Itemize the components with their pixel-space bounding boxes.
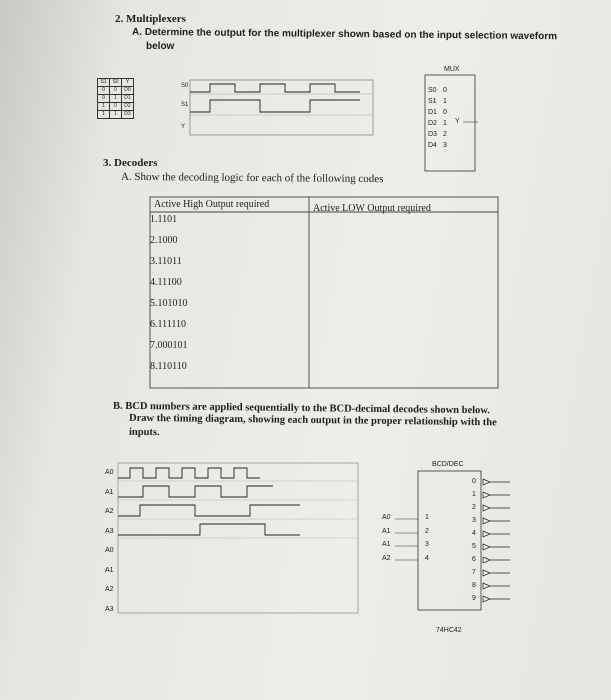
truth-table-header: Y [122,79,134,87]
section-2-heading: 2. Multiplexers [115,13,186,25]
decoder-input-pin: 3 [425,541,429,548]
truth-table-cell: 0 [98,95,110,103]
truth-table-cell: 1 [98,103,110,111]
bcd-question-line: B. BCD numbers are applied sequentially to the BCD-decimal decodes shown below. [112,400,491,417]
truth-table-cell: 0 [110,87,122,95]
bcd-wave-label: A0 [105,469,114,476]
a0-waveform [118,468,260,478]
bcd-wave-label: A3 [105,527,114,535]
mux-pin-label: S0 [428,87,437,94]
decoder-output-number: 8 [472,582,476,589]
code-item: 6.111110 [150,319,187,330]
decoder-output-number: 9 [472,595,476,602]
a3-waveform [118,524,300,535]
decoder-output-triangle [483,492,490,498]
decoder-output-number: 3 [472,517,476,524]
decoder-output-triangle [483,544,490,550]
decoder-output-number: 1 [472,491,476,498]
mux-title: MUX [444,66,460,73]
decoder-output-triangle [483,570,490,576]
bcd-question-line: inputs. [128,426,160,439]
decoder-output-number: 5 [472,543,476,550]
section-3-heading: 3. Decoders [103,157,158,169]
decoder-output-triangle [483,518,490,524]
decoder-input-signal: A2 [382,554,391,562]
decoder-output-number: 7 [472,569,476,576]
mux-pin-value: 3 [443,142,447,149]
decoder-question-a: A. Show the decoding logic for each of the following codes [120,170,384,186]
mux-question-text-cont: below [146,41,175,52]
truth-table-cell: 1 [110,111,122,119]
code-item: 8.110110 [150,361,187,372]
a1-waveform [118,486,273,497]
code-item: 4.11100 [150,277,182,288]
code-item: 2.1000 [150,235,178,246]
s1-waveform [190,100,360,112]
decoder-table-frame [150,197,498,388]
decoder-output-number: 0 [472,478,476,485]
mux-pin-label: D3 [428,131,437,138]
truth-table-cell: 0 [110,103,122,111]
decoder-title: BCD/DEC [432,461,464,468]
code-item: 7.000101 [150,340,188,351]
mux-pin-value: 1 [443,98,447,105]
mux-output-label: Y [455,118,460,125]
truth-table-header: S1 [98,79,110,87]
mux-waveform-frame [190,80,373,135]
truth-table-cell: 0 [98,87,110,95]
a2-waveform [118,505,300,516]
mux-pin-value: 2 [443,131,447,138]
truth-table-cell: 1 [110,95,122,103]
decoder-input-pin: 1 [425,514,429,521]
mux-pin-label: D4 [428,142,437,149]
truth-table-cell: D3 [122,111,134,119]
table-header-active-low: Active LOW Output required [313,203,431,214]
bcd-wave-label: A2 [105,586,114,593]
truth-table-cell: D0 [122,87,134,95]
truth-table-header: S0 [110,79,122,87]
wave-label-s0: S0 [181,83,189,89]
truth-table-cell: 1 [98,111,110,119]
decoder-output-number: 4 [472,530,476,537]
bcd-wave-label: A1 [105,566,114,574]
truth-table-cell: D2 [122,103,134,111]
mux-pin-label: D2 [428,120,437,127]
bcd-wave-label: A1 [105,488,114,496]
decoder-part-number: 74HC42 [436,627,462,634]
mux-pin-value: 0 [443,109,447,116]
bcd-wave-label: A3 [105,605,114,613]
decoder-output-triangle [483,557,490,563]
decoder-output-triangle [483,531,490,537]
truth-table-cell: D1 [122,95,134,103]
mux-pin-value: 0 [443,87,447,94]
mux-pin-label: D1 [428,109,437,116]
decoder-input-pin: 4 [425,554,429,562]
mux-pin-value: 1 [443,120,447,127]
decoder-output-triangle [483,505,490,511]
decoder-output-triangle [483,596,490,602]
s0-waveform [190,84,360,92]
wave-label-y: Y [181,124,186,130]
table-header-active-high: Active High Output required [154,199,270,210]
wave-label-s1: S1 [181,102,189,108]
bcd-wave-label: A0 [105,547,114,554]
decoder-input-signal: A1 [382,541,391,548]
code-item: 1.1101 [150,214,178,225]
mux-question-text: A. Determine the output for the multiplexer shown based on the input selection waveform [131,26,558,43]
decoder-output-number: 2 [472,504,476,511]
code-item: 5.101010 [150,298,188,309]
bcd-question-line: Draw the timing diagram, showing each output in the proper relationship with the [128,412,497,429]
code-item: 3.11011 [150,256,182,267]
decoder-output-number: 6 [472,556,476,563]
decoder-input-signal: A1 [382,527,391,535]
mux-pin-label: S1 [428,98,437,105]
decoder-output-triangle [483,583,490,589]
bcd-wave-label: A2 [105,508,114,515]
decoder-input-signal: A0 [382,514,391,521]
decoder-output-triangle [483,479,490,485]
decoder-input-pin: 2 [425,527,429,535]
